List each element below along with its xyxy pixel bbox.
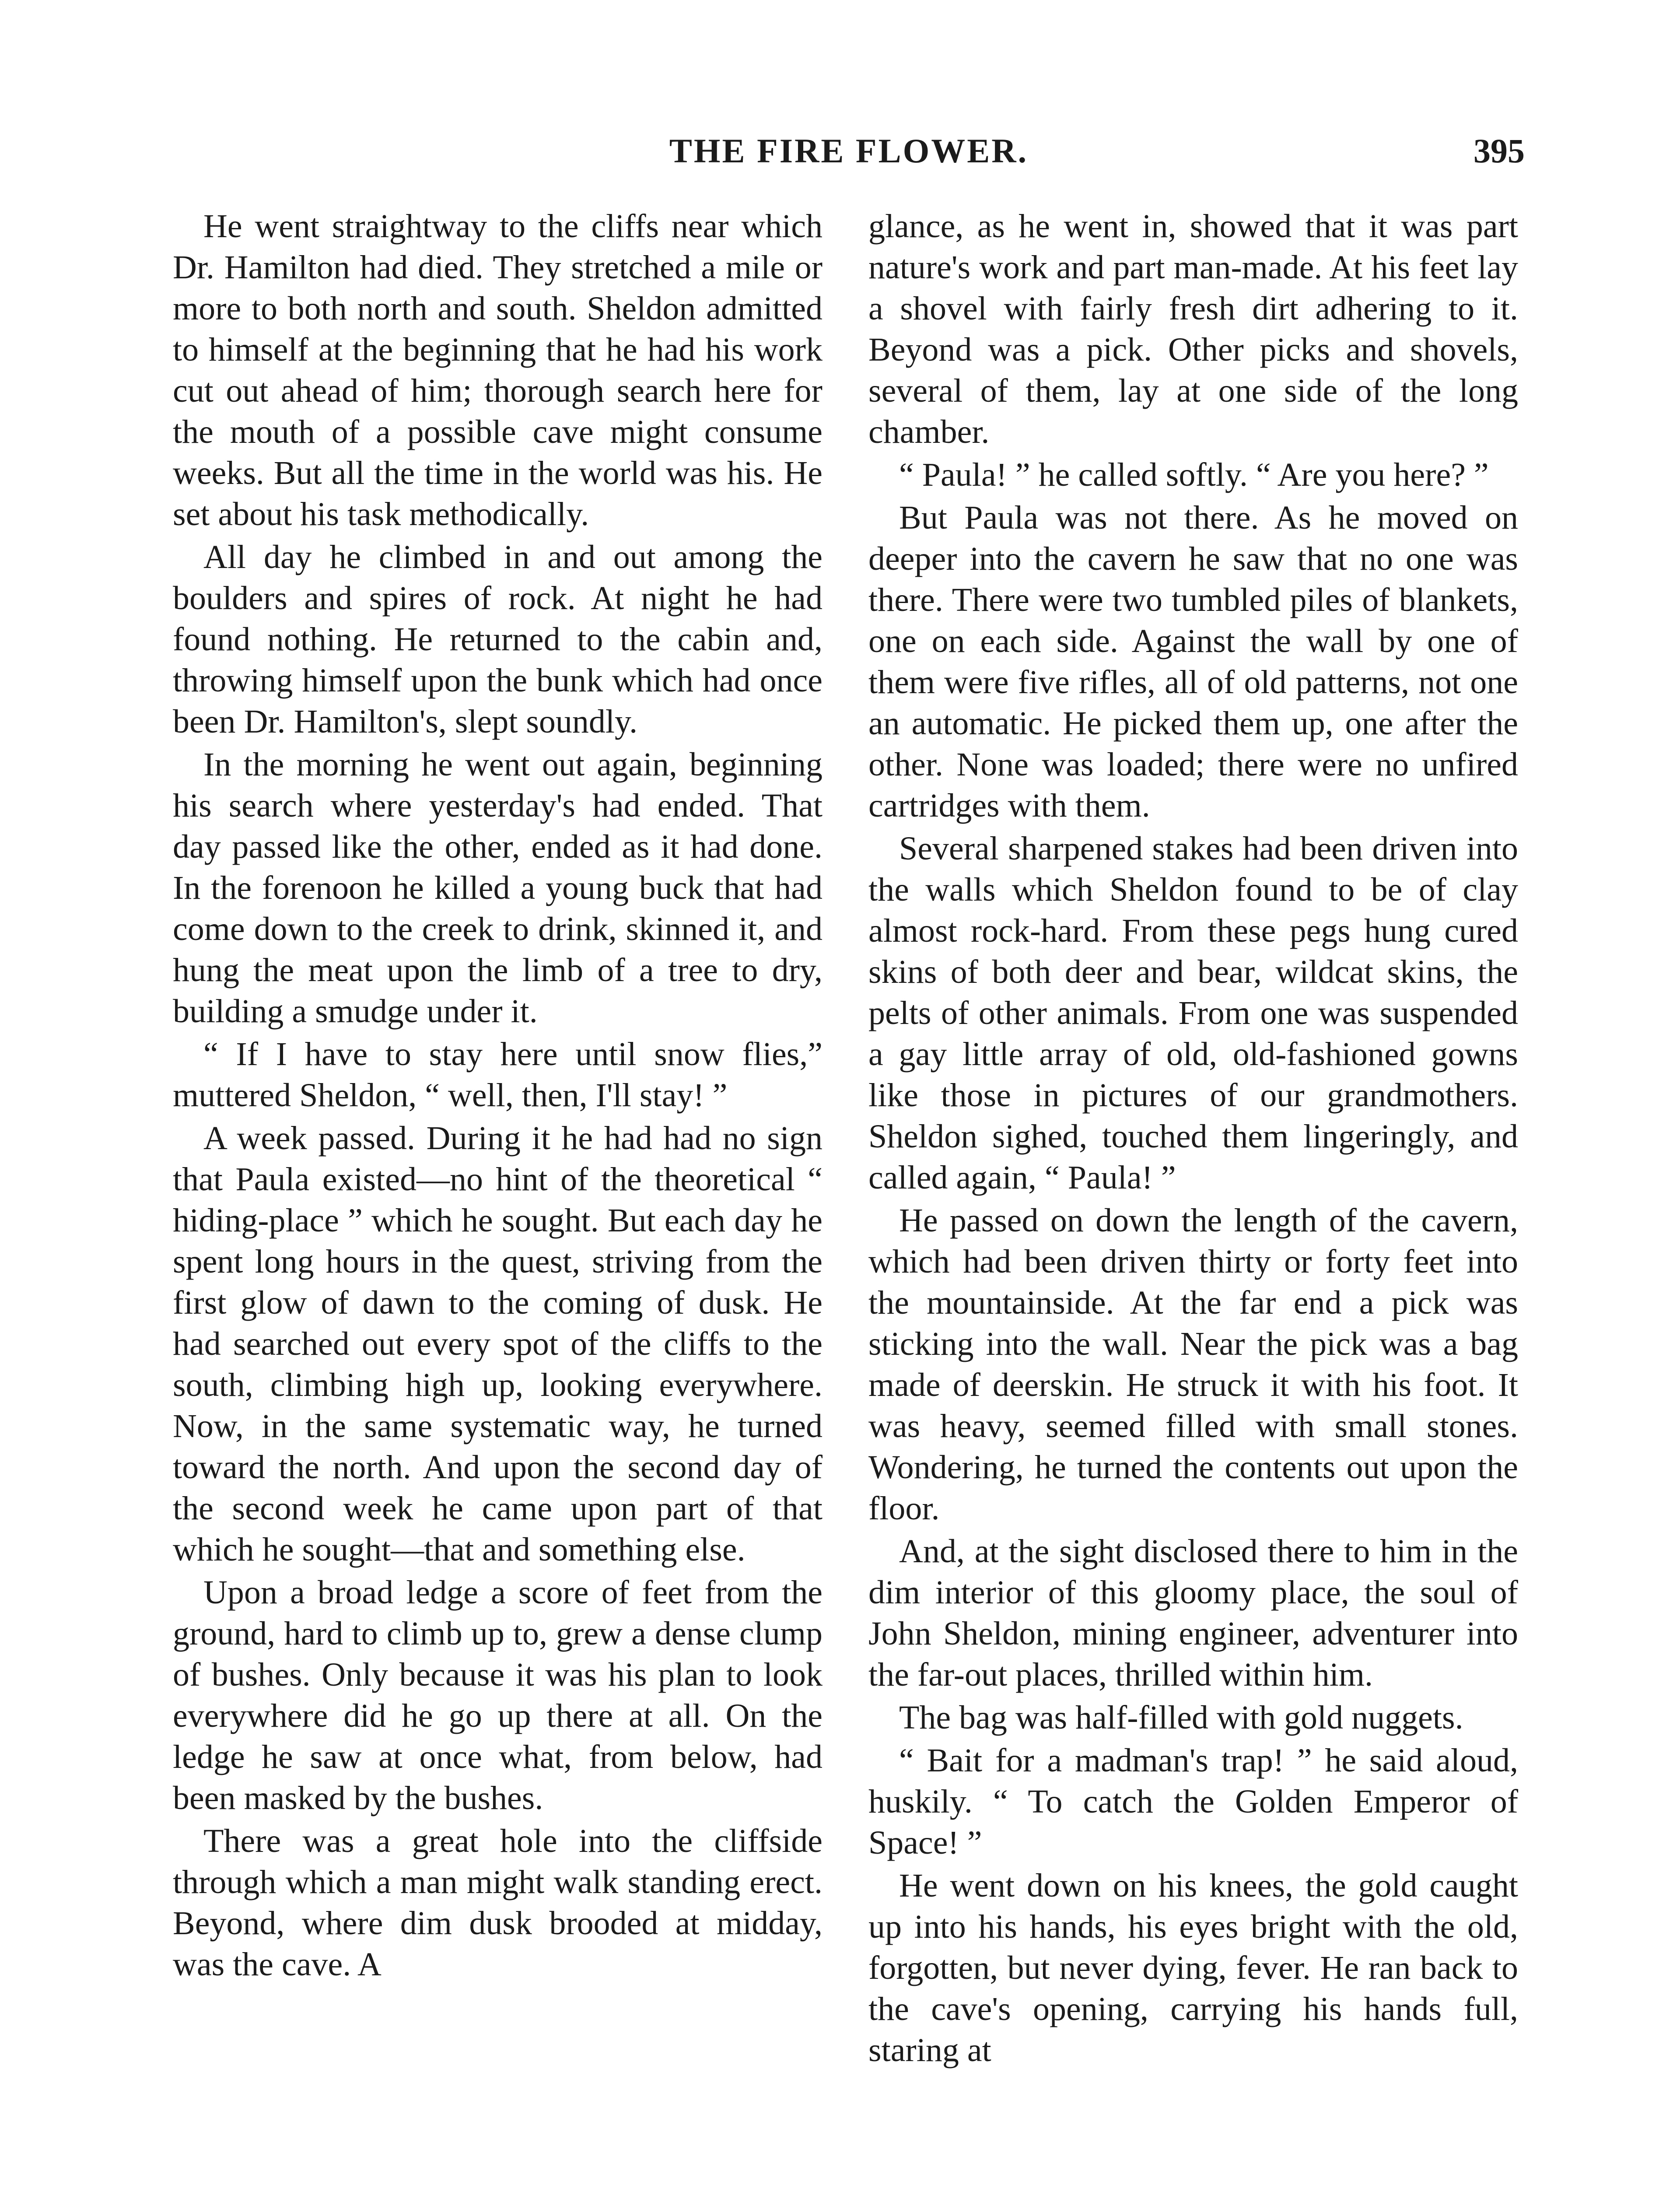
paragraph: In the morning he went out again, beginning his search where yesterday's had ended. That day passed like the other, ended as it had done. In the forenoon he killed a young buck that had come down to the creek to drink, skinned it, and hung the meat upon the limb of a tree to dry, building a smudge under it.: [173, 746, 822, 1030]
paragraph-continuation: glance, as he went in, showed that it was part nature's work and part man-made. At his feet lay a shovel with fairly fresh dirt adhering to it. Beyond was a pick. Other picks and shovels, several of them, lay at one side of the long chamber.: [868, 208, 1518, 450]
paragraph: And, at the sight disclosed there to him in the dim interior of this gloomy place, the soul of John Sheldon, mining engineer, adventurer into the far-out places, thrilled within him.: [868, 1533, 1518, 1693]
page-number: 395: [1474, 132, 1525, 170]
paragraph: But Paula was not there. As he moved on deeper into the cavern he saw that no one was there. There were two tumbled piles of blankets, one on each side. Against the wall by one of them were five rifles, all of old patterns, not one an automatic. He picked them up, one after the other. None was loaded; there were no unfired cartridges with them.: [868, 499, 1518, 824]
paragraph: “ Paula! ” he called softly. “ Are you here? ”: [899, 456, 1489, 493]
paragraph: Several sharpened stakes had been driven into the walls which Sheldon found to be of clay almost rock-hard. From these pegs hung cured skins of both deer and bear, wildcat skins, the pelts of other animals. From one was suspended a gay little array of old, old-fashioned gowns like those in pictures of our grandmothers. Sheldon sighed, touched them lingeringly, and called again, “ Paula! ”: [868, 830, 1518, 1196]
paragraph: A week passed. During it he had had no sign that Paula existed—no hint of the theoretical “ hiding-place ” which he sought. But each day he spent long hours in the quest, striving from the first glow of dawn to the coming of dusk. He had searched out every spot of the cliffs to the south, climbing high up, looking everywhere. Now, in the same systematic way, he turned toward the north. And upon the second day of the second week he came upon part of that which he sought—that and something else.: [173, 1120, 822, 1568]
paragraph: The bag was half-filled with gold nuggets.: [899, 1699, 1463, 1736]
paragraph: He went down on his knees, the gold caught up into his hands, his eyes bright with the old, forgotten, but never dying, fever. He ran back to the cave's opening, carrying his hands full, staring at: [868, 1867, 1518, 2069]
paragraph: “ If I have to stay here until snow flies,” muttered Sheldon, “ well, then, I'll stay! ”: [173, 1036, 822, 1114]
paragraph: “ Bait for a madman's trap! ” he said aloud, huskily. “ To catch the Golden Emperor of Space! ”: [868, 1742, 1518, 1861]
paragraph: He went straightway to the cliffs near which Dr. Hamilton had died. They stretched a mile or more to both north and south. Sheldon admitted to himself at the beginning that he had his work cut out ahead of him; thorough search here for the mouth of a possible cave might consume weeks. But all the time in the world was his. He set about his task methodically.: [173, 208, 822, 533]
page-header: [173, 131, 1525, 188]
paragraph: All day he climbed in and out among the boulders and spires of rock. At night he had found nothing. He returned to the cabin and, throwing himself upon the bunk which had once been Dr. Hamilton's, slept soundly.: [173, 539, 822, 740]
paragraph: There was a great hole into the cliffside through which a man might walk standing erect. Beyond, where dim dusk brooded at midday, was the cave. A: [173, 1823, 822, 1983]
right-column: [868, 206, 1518, 2072]
paragraph: He passed on down the length of the cavern, which had been driven thirty or forty feet into the mountainside. At the far end a pick was sticking into the wall. Near the pick was a bag made of deerskin. He struck it with his foot. It was heavy, seemed filled with small stones. Wondering, he turned the contents out upon the floor.: [868, 1202, 1518, 1527]
running-title: THE FIRE FLOWER.: [669, 132, 1029, 170]
paragraph: Upon a broad ledge a score of feet from the ground, hard to climb up to, grew a dense clump of bushes. Only because it was his plan to look everywhere did he go up there at all. On the ledge he saw at once what, from below, had been masked by the bushes.: [173, 1574, 822, 1816]
left-column: [173, 206, 822, 1987]
